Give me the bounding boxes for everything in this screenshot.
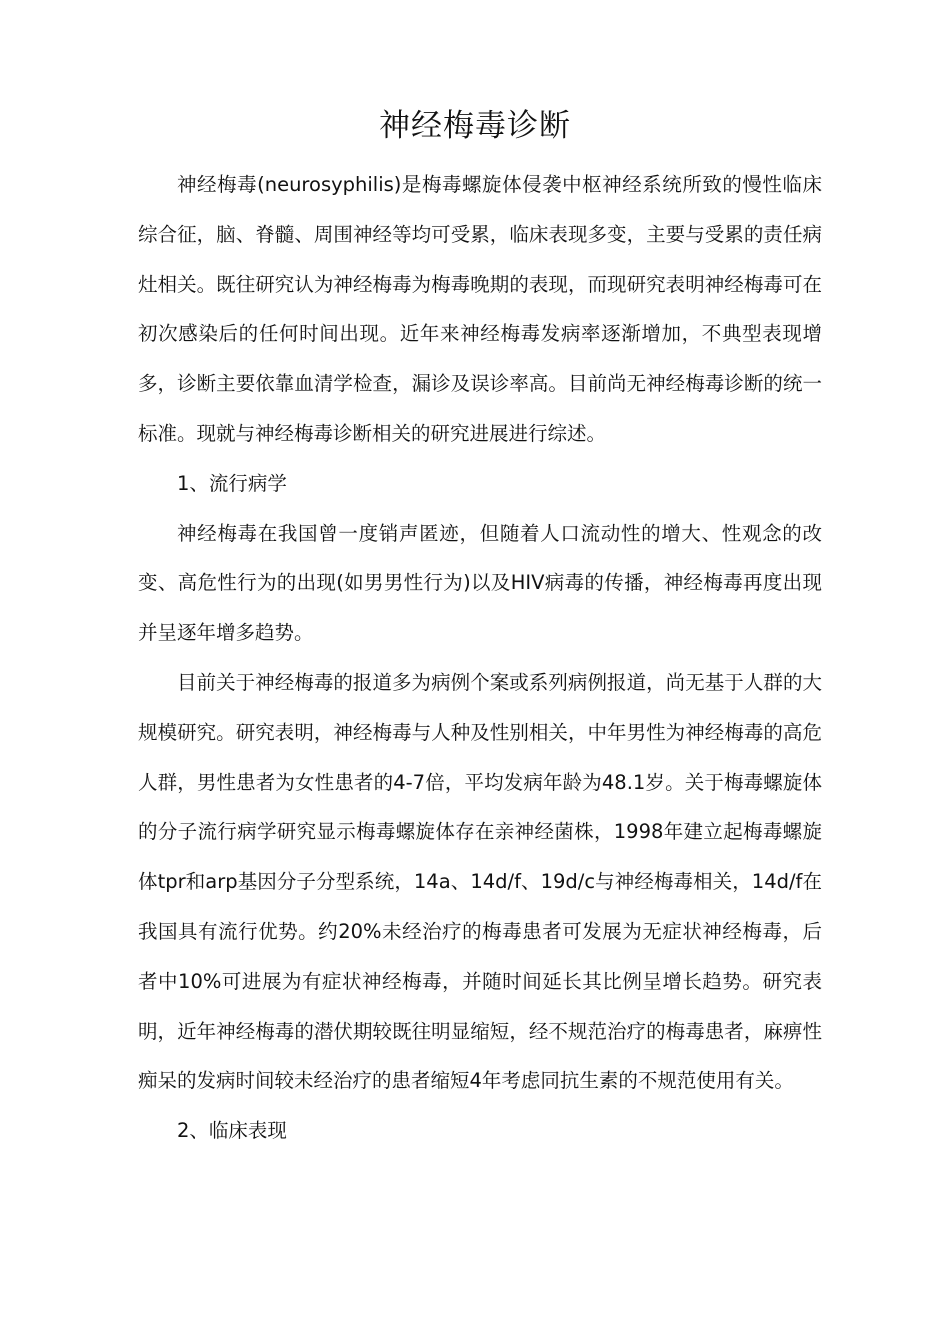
paragraph-intro: 神经梅毒(neurosyphilis)是梅毒螺旋体侵袭中枢神经系统所致的慢性临床综合征，脑、脊髓、周围神经等均可受累，临床表现多变，主要与受累的责任病灶相关。既往研究认为神经梅毒为梅毒晚期的表现，而现研究表明神经梅毒可在初次感染后的任何时间出现。近年来神经梅毒发病率逐渐增加，不典型表现增多，诊断主要依靠血清学检查，漏诊及误诊率高。目前尚无神经梅毒诊断的统一标准。现就与神经梅毒诊断相关的研究进展进行综述。: [138, 173, 822, 445]
paragraph-epidemiology-1: 神经梅毒在我国曾一度销声匿迹，但随着人口流动性的增大、性观念的改变、高危性行为的出现(如男男性行为)以及HIV病毒的传播，神经梅毒再度出现并呈逐年增多趋势。: [138, 521, 822, 645]
paragraph-epidemiology-2: 目前关于神经梅毒的报道多为病例个案或系列病例报道，尚无基于人群的大规模研究。研究表明，神经梅毒与人种及性别相关，中年男性为神经梅毒的高危人群，男性患者为女性患者的4-7倍，平均发病年龄为48.1岁。关于梅毒螺旋体的分子流行病学研究显示梅毒螺旋体存在亲神经菌株，1998年建立起梅毒螺旋体tpr和arp基因分子分型系统，14a、14d/f、19d/c与神经梅毒相关，14d/f在我国具有流行优势。约20%未经治疗的梅毒患者可发展为无症状神经梅毒，后者中10%可进展为有症状神经梅毒，并随时间延长其比例呈增长趋势。研究表明，近年神经梅毒的潜伏期较既往明显缩短，经不规范治疗的梅毒患者，麻痹性痴呆的发病时间较未经治疗的患者缩短4年考虑同抗生素的不规范使用有关。: [138, 670, 822, 1093]
section-heading-epidemiology: 1、流行病学: [177, 471, 287, 495]
document-title: 神经梅毒诊断: [379, 108, 571, 144]
section-heading-clinical: 2、临床表现: [177, 1119, 287, 1143]
document-body: [138, 160, 822, 1156]
